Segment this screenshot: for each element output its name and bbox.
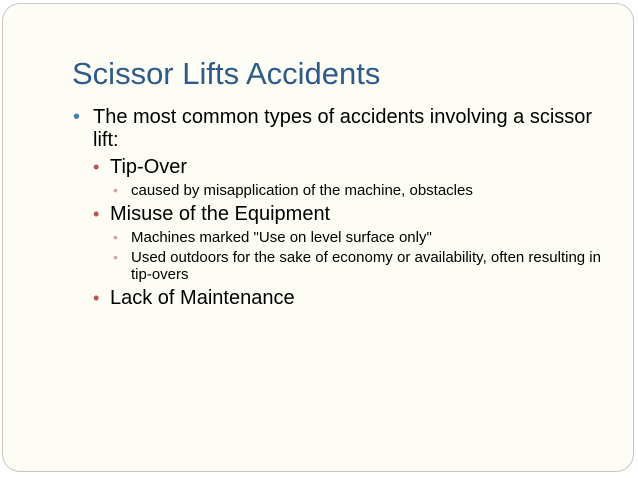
bullet-icon: • — [93, 288, 100, 308]
bullet-icon: • — [113, 249, 118, 265]
bullet-text: Lack of Maintenance — [110, 287, 295, 309]
bullet-icon: • — [93, 204, 100, 224]
bullet-text: Misuse of the Equipment — [110, 203, 331, 225]
slide — [2, 3, 634, 472]
bullet-list — [73, 106, 613, 310]
bullet-icon: • — [113, 229, 118, 245]
bullet-text: Machines marked "Use on level surface only" — [131, 229, 432, 246]
sub-sub-bullet-tip-over-cause — [73, 182, 613, 199]
sub-sub-bullet-outdoors — [73, 249, 613, 283]
bullet-icon: • — [93, 157, 100, 177]
sub-bullet-tip-over — [73, 155, 613, 179]
bullet-icon: • — [113, 182, 118, 198]
sub-sub-bullet-level-surface — [73, 229, 613, 246]
bullet-text: caused by misapplication of the machine, obstacles — [131, 182, 473, 199]
bullet-text: Tip-Over — [110, 156, 188, 178]
bullet-text: Used outdoors for the sake of economy or availability, often resulting in tip-overs — [131, 249, 601, 283]
bullet-item-accident-types — [73, 106, 613, 152]
sub-bullet-misuse — [73, 202, 613, 226]
bullet-icon: • — [73, 106, 81, 128]
slide-title: Scissor Lifts Accidents — [72, 56, 381, 91]
bullet-text: The most common types of accidents involving a scissor lift: — [93, 106, 593, 151]
sub-bullet-maintenance — [73, 286, 613, 310]
